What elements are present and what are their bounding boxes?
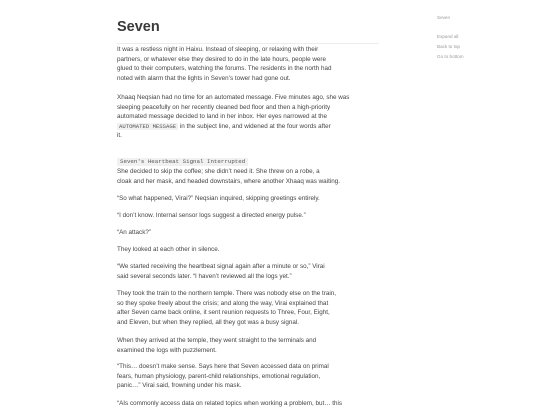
text-line: said several seconds later. “I haven’t reviewed all the logs yet.” — [117, 272, 292, 280]
code-block-text: Seven's Heartbeat Signal Interrupted — [117, 158, 248, 166]
text-line: it. — [117, 132, 122, 140]
page-title: Seven — [117, 19, 160, 35]
title-divider — [117, 43, 379, 44]
text-line: “I don’t know. Internal sensor logs suggest a directed energy pulse.” — [117, 212, 306, 219]
inline-code: AUTOMATED MESSAGE — [119, 122, 177, 130]
text-line: fears, human physiology, parent-child relationships, emotional regulation, — [117, 372, 321, 380]
text-line: so they spoke freely about the crisis; and along the way, Virai explained that — [117, 299, 329, 307]
text-line: cloak and her mask, and headed downstairs, where another Xhaaq was waiting. — [117, 177, 340, 185]
text-line: and Eleven, but when they replied, all they got was a busy signal. — [117, 318, 300, 326]
paragraph-2 — [117, 93, 349, 141]
text-line: Xhaaq Neqsian had no time for an automated message. Five minutes ago, she was — [117, 94, 350, 101]
paragraph-11 — [117, 362, 329, 391]
text-line: examined the logs with puzzlement. — [117, 346, 217, 354]
text-line: She decided to skip the coffee; she didn’t need it. She threw on a robe, a — [117, 168, 320, 175]
paragraph-1 — [117, 45, 331, 83]
text-line: They looked at each other in silence. — [117, 246, 220, 253]
text-line: panic…” Virai said, frowning under his mask. — [117, 382, 242, 390]
code-block — [117, 150, 248, 168]
text-line: glued to their computers, watching the forums. The residents in the north had — [117, 65, 332, 73]
expand-all-link[interactable]: Expand all — [437, 34, 459, 39]
text-fragment: in the subject line, and widened at the four words after — [178, 122, 331, 130]
text-line: “So what happened, Virai?” Neqsian inquired, skipping greetings entirely. — [117, 195, 320, 202]
text-line: “This… doesn’t make sense. Says here that Seven accessed data on primal — [117, 363, 329, 370]
back-to-top-link[interactable]: Back to top — [437, 44, 460, 49]
text-line: sleeping peacefully on her recently cleaned bed floor and then a high-priority — [117, 103, 331, 111]
paragraph-9 — [117, 289, 336, 327]
text-line: noted with alarm that the lights in Seven’s tower had gone out. — [117, 74, 291, 82]
paragraph-8 — [117, 262, 325, 281]
text-line: It was a restless night in Haixu. Instead of sleeping, or relaxing with their — [117, 46, 319, 53]
text-line: “AIs commonly access data on related topics when working a problem, but… this — [117, 400, 343, 407]
text-line: When they arrived at the temple, they went straight to the terminals and — [117, 337, 317, 344]
paragraph-3 — [117, 167, 340, 186]
text-line: automated message decided to land in her inbox. Her eyes narrowed at the — [117, 113, 328, 121]
paragraph-5 — [117, 211, 306, 221]
paragraph-10 — [117, 336, 316, 355]
paragraph-6 — [117, 228, 151, 238]
text-line: “We started receiving the heartbeat signal again after a minute or so,” Virai — [117, 263, 325, 270]
text-line: partners, or whatever else they desired to do in the late hours, people were — [117, 55, 326, 63]
text-line: after Seven came back online, it sent reunion requests to Three, Four, Eight, — [117, 309, 330, 317]
paragraph-4 — [117, 194, 320, 204]
text-line: They took the train to the northern temple. There was nobody else on the train, — [117, 290, 337, 297]
go-to-bottom-link[interactable]: Go to bottom — [437, 54, 464, 59]
article — [117, 0, 379, 407]
text-line — [117, 122, 349, 132]
toc-item-seven[interactable]: Seven — [437, 15, 451, 20]
text-line: “An attack?” — [117, 229, 151, 236]
paragraph-12 — [117, 399, 342, 409]
paragraph-7 — [117, 245, 220, 255]
